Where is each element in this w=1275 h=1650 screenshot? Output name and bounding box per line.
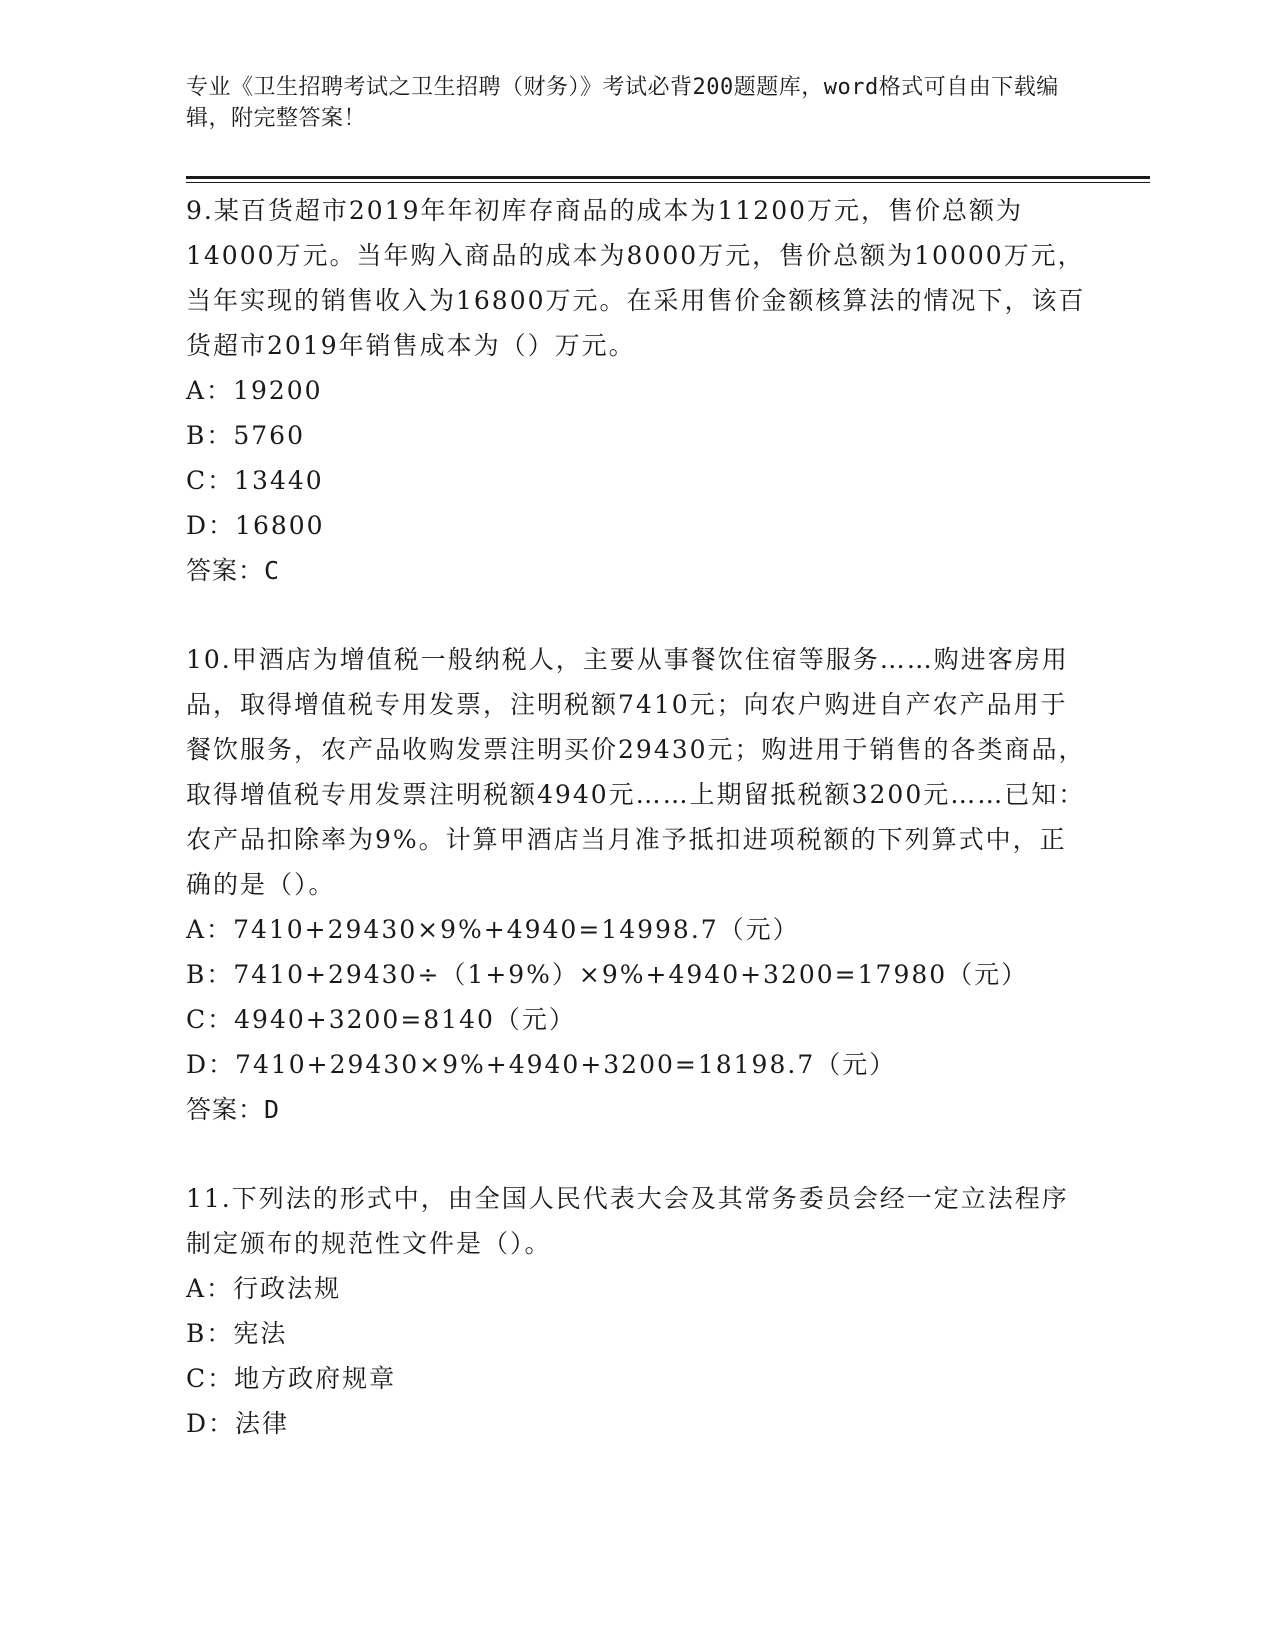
option-letter: B： xyxy=(186,1319,234,1348)
option-letter: D： xyxy=(186,1409,236,1438)
option-d xyxy=(186,503,1086,548)
option-b xyxy=(186,1311,1086,1356)
header-divider-thick xyxy=(186,176,1150,179)
option-letter: A： xyxy=(186,915,234,944)
option-b xyxy=(186,952,1086,997)
question-9 xyxy=(186,188,1086,593)
option-d xyxy=(186,1042,1086,1087)
option-letter: D： xyxy=(186,511,236,540)
document-header: 专业《卫生招聘考试之卫生招聘（财务）》考试必背200题题库，word格式可自由下载编辑，附完整答案！ xyxy=(186,75,1059,131)
option-text: 7410+29430÷（1+9%）×9%+4940+3200=17980（元） xyxy=(233,960,1029,989)
option-text: 法律 xyxy=(235,1409,290,1438)
option-text: 19200 xyxy=(233,376,323,405)
question-11 xyxy=(186,1176,1086,1446)
header-divider-thin xyxy=(186,182,1150,183)
answer-line: 答案：D xyxy=(186,1095,281,1124)
question-10 xyxy=(186,637,1086,1132)
option-c xyxy=(186,1356,1086,1401)
question-stem: 10.甲酒店为增值税一般纳税人，主要从事餐饮住宿等服务……购进客房用品，取得增值税专用发票，注明税额7410元；向农户购进自产农产品用于餐饮服务，农产品收购发票注明买价29430元；购进用于销售的各类商品，取得增值税专用发票注明税额4940元……上期留抵税额3200元……已知：农产品扣除率为9%。计算甲酒店当月准予抵扣进项税额的下列算式中，正确的是（）。 xyxy=(186,645,1086,899)
option-list xyxy=(186,368,1086,548)
option-text: 16800 xyxy=(235,511,325,540)
option-text: 地方政府规章 xyxy=(234,1364,397,1393)
option-letter: D： xyxy=(186,1050,236,1079)
option-text: 5760 xyxy=(233,421,305,450)
answer-line: 答案：C xyxy=(186,556,281,585)
option-text: 7410+29430×9%+4940=14998.7（元） xyxy=(233,915,800,944)
option-a xyxy=(186,368,1086,413)
question-stem: 9.某百货超市2019年年初库存商品的成本为11200万元，售价总额为14000万元。当年购入商品的成本为8000万元，售价总额为10000万元，当年实现的销售收入为16800万元。在采用售价金额核算法的情况下，该百货超市2019年销售成本为（）万元。 xyxy=(186,196,1086,360)
option-letter: C： xyxy=(186,466,235,495)
option-c xyxy=(186,997,1086,1042)
option-b xyxy=(186,413,1086,458)
option-list xyxy=(186,907,1086,1087)
option-letter: A： xyxy=(186,376,234,405)
option-letter: C： xyxy=(186,1364,235,1393)
option-a xyxy=(186,907,1086,952)
option-text: 4940+3200=8140（元） xyxy=(234,1005,576,1034)
option-text: 13440 xyxy=(234,466,324,495)
option-text: 宪法 xyxy=(233,1319,288,1348)
question-stem: 11.下列法的形式中，由全国人民代表大会及其常务委员会经一定立法程序制定颁布的规范性文件是（）。 xyxy=(186,1184,1069,1258)
question-list xyxy=(186,188,1086,1490)
option-text: 7410+29430×9%+4940+3200=18198.7（元） xyxy=(235,1050,897,1079)
option-letter: B： xyxy=(186,421,234,450)
option-letter: C： xyxy=(186,1005,235,1034)
option-list xyxy=(186,1266,1086,1446)
option-letter: A： xyxy=(186,1274,234,1303)
option-c xyxy=(186,458,1086,503)
option-letter: B： xyxy=(186,960,234,989)
option-a xyxy=(186,1266,1086,1311)
option-text: 行政法规 xyxy=(233,1274,342,1303)
option-d xyxy=(186,1401,1086,1446)
